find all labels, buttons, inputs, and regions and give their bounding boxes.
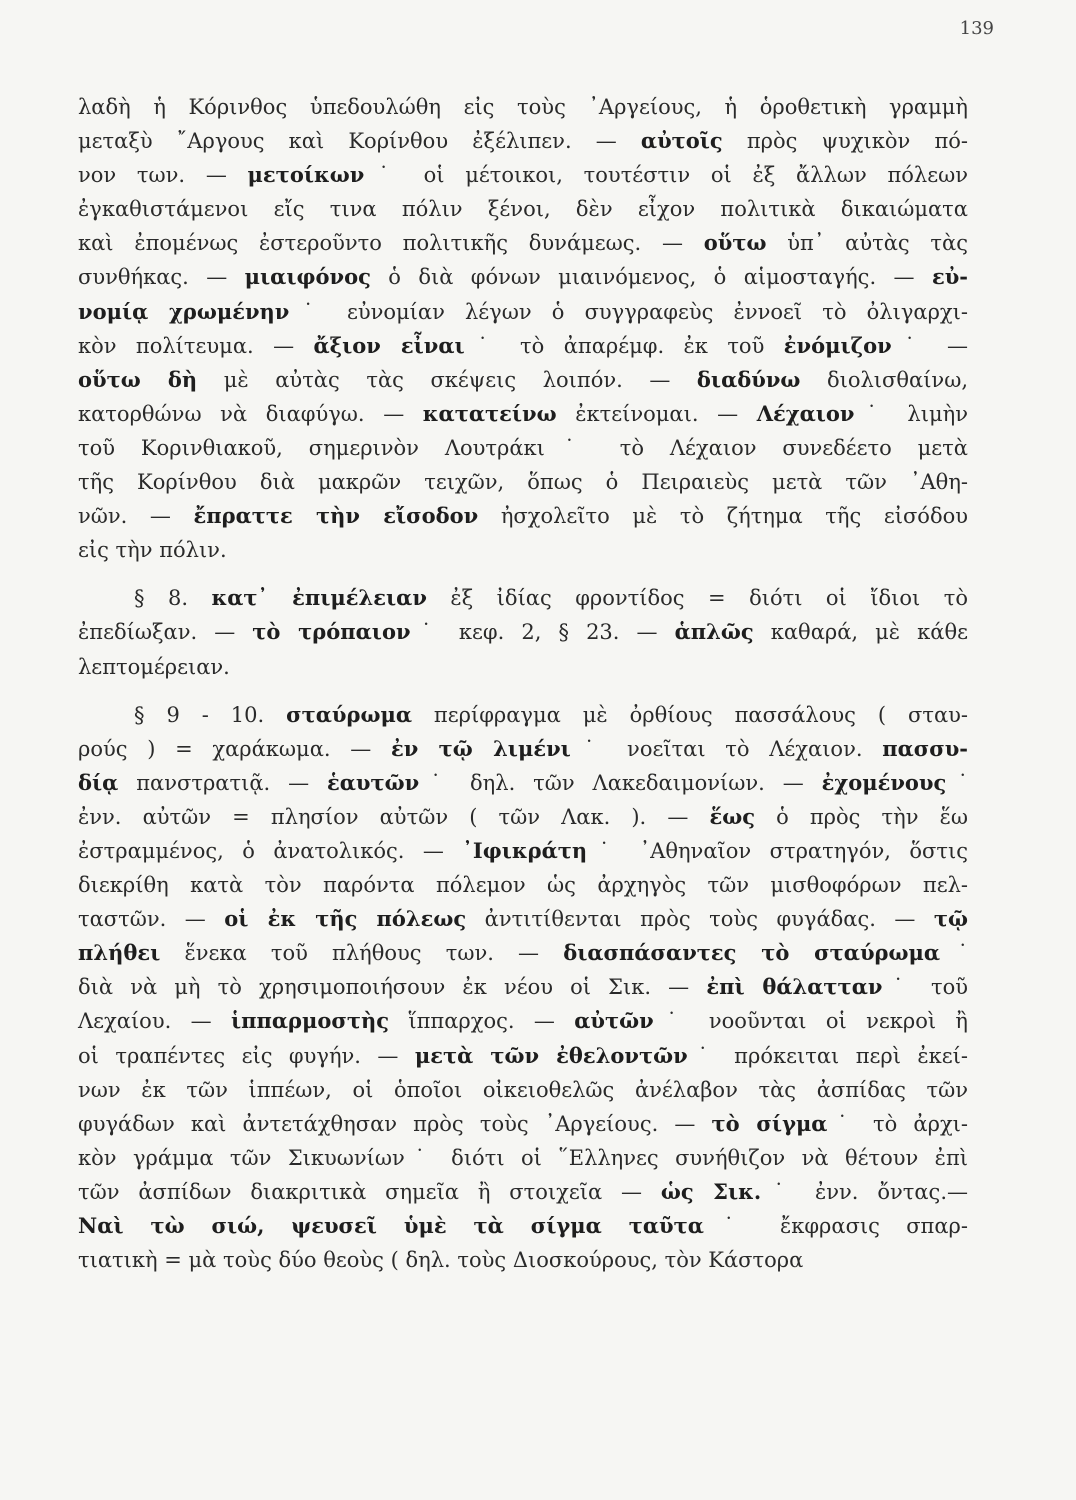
lemma-term: ἐν τῷ λιμένι xyxy=(390,735,571,761)
gloss-text: ἕνεκα τοῦ πλήθους των. — xyxy=(160,941,564,966)
gloss-text: ˙ xyxy=(940,941,968,966)
lemma-term: ἑαυτῶν xyxy=(326,769,420,795)
lemma-term: δίᾳ xyxy=(78,769,119,795)
lemma-term: μετοίκων xyxy=(247,162,365,188)
gloss-text: ˙ νοοῦνται οἱ νεκροὶ ἢ xyxy=(653,1009,968,1034)
text-line xyxy=(78,533,968,567)
gloss-text: ˙ πρόκειται περὶ ἐκεί- xyxy=(687,1043,968,1068)
lemma-term: μιαιφόνος xyxy=(244,264,371,290)
lemma-term: Λέχαιον xyxy=(756,400,855,426)
gloss-text: ˙ δηλ. τῶν Λακεδαιμονίων. — xyxy=(419,770,822,795)
text-line xyxy=(78,192,968,226)
gloss-text: ˙ εὐνομίαν λέγων ὁ συγγραφεὺς ἐννοεῖ τὸ ὀλιγαρχι- xyxy=(289,299,968,324)
gloss-text: ἐπεδίωξαν. — xyxy=(78,620,253,645)
lemma-term: ἁπλῶς xyxy=(674,619,754,645)
gloss-text: διὰ νὰ μὴ τὸ χρησιμοποιήσουν ἐκ νέου οἱ Σικ. — xyxy=(78,975,707,1000)
text-line xyxy=(78,868,968,902)
gloss-text: ἐστραμμένος, ὁ ἀνατολικός. — xyxy=(78,838,463,863)
gloss-text: μὲ αὐτὰς τὰς σκέψεις λοιπόν. — xyxy=(197,367,697,392)
gloss-text: τῶν ἀσπίδων διακριτικὰ σημεῖα ἢ στοιχεῖα — xyxy=(78,1179,661,1204)
lemma-term: διασπάσαντες τὸ σταύρωμα xyxy=(563,940,941,966)
gloss-text: συνθήκας. — xyxy=(78,265,245,290)
text-line xyxy=(78,1039,968,1073)
gloss-text: ˙ xyxy=(946,770,969,795)
gloss-text: ˙ ἔκφρασις σπαρ- xyxy=(703,1214,968,1238)
text-line xyxy=(78,295,968,329)
text-line xyxy=(78,936,968,970)
text-line xyxy=(78,1004,968,1038)
text-line xyxy=(78,581,968,615)
lemma-term: ἔπραττε τὴν εἴσοδον xyxy=(193,503,479,529)
lemma-term: ἄξιον εἶναι xyxy=(313,332,465,358)
gloss-text: τῆς Κορίνθου διὰ μακρῶν τειχῶν, ὅπως ὁ Πειραιεὺς μετὰ τῶν ᾽Αθη- xyxy=(78,470,968,495)
gloss-text: λεπτομέρειαν. xyxy=(78,654,230,679)
gloss-text: κατορθώνω νὰ διαφύγω. — xyxy=(78,401,423,426)
gloss-text: ἵππαρχος. — xyxy=(389,1009,575,1034)
text-line xyxy=(78,499,968,533)
gloss-text: ἐξ ἰδίας φροντίδος = διότι οἱ ἴδιοι τὸ xyxy=(426,586,968,611)
text-line xyxy=(78,732,968,766)
gloss-text: ˙ — xyxy=(891,333,969,358)
gloss-text: εἰς τὴν πόλιν. xyxy=(78,538,227,563)
gloss-text: καθαρά, μὲ κάθε xyxy=(753,620,968,645)
text-line xyxy=(78,465,968,499)
gloss-text: κὸν πολίτευμα. — xyxy=(78,333,314,358)
text-line xyxy=(78,650,968,684)
paragraph xyxy=(78,90,968,567)
gloss-text: ˙ τοῦ xyxy=(882,975,968,1000)
paragraph xyxy=(78,581,968,683)
gloss-text: νων ἐκ τῶν ἱππέων, οἱ ὁποῖοι οἰκειοθελῶς ἀνέλαβον τὰς ἀσπίδας τῶν xyxy=(78,1077,968,1102)
lemma-term: ἕως xyxy=(709,803,756,829)
paragraph-gap xyxy=(78,684,968,698)
gloss-text: οἱ τραπέντες εἰς φυγήν. — xyxy=(78,1043,415,1068)
text-line xyxy=(78,260,968,294)
gloss-text: πανστρατιᾷ. — xyxy=(118,770,327,795)
gloss-text: διεκρίθη κατὰ τὸν παρόντα πόλεμον ὡς ἀρχηγὸς τῶν μισθοφόρων πελ- xyxy=(78,873,968,898)
text-line xyxy=(78,124,968,158)
paragraph-gap xyxy=(78,567,968,581)
lemma-term: αὐτῶν xyxy=(574,1008,654,1034)
gloss-text: νον των. — xyxy=(78,163,248,188)
lemma-term: ἐχομένους xyxy=(821,769,947,795)
paragraph xyxy=(78,698,968,1278)
gloss-text: πρὸς ψυχικὸν πό- xyxy=(722,129,968,154)
gloss-text: κὸν γράμμα τῶν Σικυωνίων˙ διότι οἱ ῞Ελληνες συνήθιζον νὰ θέτουν ἐπὶ xyxy=(78,1145,968,1170)
text-line xyxy=(78,226,968,260)
page-number: 139 xyxy=(959,18,994,39)
lemma-term: ὡς Σικ. xyxy=(660,1178,762,1204)
text-line xyxy=(78,698,968,732)
gloss-text: ˙ τὸ ἀπαρέμφ. ἐκ τοῦ xyxy=(464,333,784,358)
gloss-text: ἀντιτίθενται πρὸς τοὺς φυγάδας. — xyxy=(466,907,934,932)
lemma-term: σταύρωμα xyxy=(286,701,412,727)
text-line xyxy=(78,970,968,1004)
text-line xyxy=(78,158,968,192)
gloss-text: ˙ κεφ. 2, § 23. — xyxy=(410,620,675,645)
gloss-text: μεταξὺ ῎Αργους καὶ Κορίνθου ἐξέλιπεν. — xyxy=(78,129,641,154)
text-line xyxy=(78,1073,968,1107)
lemma-term: ἱππαρμοστὴς xyxy=(230,1008,390,1034)
text-line xyxy=(78,800,968,834)
lemma-term: Ναὶ τὼ σιώ, ψευσεῖ ὑμὲ τὰ σίγμα ταῦτα xyxy=(78,1213,704,1238)
gloss-text: Λεχαίου. — xyxy=(78,1009,231,1034)
lemma-term: εὐ- xyxy=(931,264,968,290)
text-line xyxy=(78,90,968,124)
lemma-term: οὕτω δὴ xyxy=(78,366,198,392)
lemma-term: αὐτοῖς xyxy=(640,128,723,154)
gloss-text: τιατικὴ = μὰ τοὺς δύο θεοὺς ( δηλ. τοὺς Διοσκούρους, τὸν Κάστορα xyxy=(78,1248,804,1273)
lemma-term: νομίᾳ χρωμένην xyxy=(78,298,290,324)
lemma-term: οἱ ἐκ τῆς πόλεως xyxy=(224,906,467,932)
gloss-text: ˙ ἐνν. ὄντας.— xyxy=(761,1179,968,1204)
lemma-term: οὕτω xyxy=(703,230,767,256)
gloss-text: ὑπ᾽ αὐτὰς τὰς xyxy=(766,231,968,256)
commentary-text xyxy=(78,90,968,1277)
text-line xyxy=(78,766,968,800)
gloss-text: ὁ διὰ φόνων μιαινόμενος, ὁ αἱμοσταγής. — xyxy=(370,265,932,290)
text-line xyxy=(78,1209,968,1243)
gloss-text: περίφραγμα μὲ ὀρθίους πασσάλους ( σταυ- xyxy=(411,702,968,727)
text-line xyxy=(78,397,968,431)
text-line xyxy=(78,1141,968,1175)
gloss-text: ταστῶν. — xyxy=(78,907,225,932)
gloss-text: ἐκτείνομαι. — xyxy=(556,401,757,426)
gloss-text: ὁ πρὸς τὴν ἕω xyxy=(755,804,968,829)
lemma-term: τὸ τρόπαιον xyxy=(252,619,411,645)
lemma-term: πλήθει xyxy=(78,940,161,966)
text-line xyxy=(78,363,968,397)
gloss-text: φυγάδων καὶ ἀντετάχθησαν πρὸς τοὺς ᾽Αργείους. — xyxy=(78,1111,712,1136)
lemma-term: τῷ xyxy=(933,906,969,932)
gloss-text: ˙ ᾽Αθηναῖον στρατηγόν, ὅστις xyxy=(587,838,968,863)
gloss-text: ρούς ) = χαράκωμα. — xyxy=(78,736,391,761)
text-line xyxy=(78,1243,968,1277)
text-line xyxy=(78,615,968,649)
lemma-term: ἐπὶ θάλατταν xyxy=(706,974,883,1000)
lemma-term: κατ᾽ ἐπιμέλειαν xyxy=(211,585,427,611)
lemma-term: πασσυ- xyxy=(882,735,968,761)
text-line xyxy=(78,902,968,936)
gloss-text: λαδὴ ἡ Κόρινθος ὑπεδουλώθη εἰς τοὺς ᾽Αργείους, ἡ ὁροθετικὴ γραμμὴ xyxy=(78,95,968,119)
text-line xyxy=(78,1107,968,1141)
lemma-term: ᾽Ιφικράτη xyxy=(462,837,588,863)
lemma-term: τὸ σίγμα xyxy=(711,1110,828,1136)
gloss-text: § 9 - 10. xyxy=(134,702,287,727)
gloss-text: ἠσχολεῖτο μὲ τὸ ζήτημα τῆς εἰσόδου xyxy=(478,504,969,529)
text-line xyxy=(78,834,968,868)
gloss-text: ˙ οἱ μέτοικοι, τουτέστιν οἱ ἐξ ἄλλων πόλεων xyxy=(364,163,968,188)
gloss-text: διολισθαίνω, xyxy=(800,367,968,392)
text-line xyxy=(78,431,968,465)
gloss-text: ˙ λιμὴν xyxy=(854,401,968,426)
gloss-text: ἐγκαθιστάμενοι εἴς τινα πόλιν ξένοι, δὲν εἶχον πολιτικὰ δικαιώματα xyxy=(78,197,968,222)
gloss-text: ˙ νοεῖται τὸ Λέχαιον. xyxy=(570,736,883,761)
gloss-text: ἐνν. αὐτῶν = πλησίον αὐτῶν ( τῶν Λακ. ). — xyxy=(78,804,710,829)
gloss-text: νῶν. — xyxy=(78,504,194,529)
gloss-text: τοῦ Κορινθιακοῦ, σημερινὸν Λουτράκι˙ τὸ Λέχαιον συνεδέετο μετὰ xyxy=(78,435,968,460)
lemma-term: κατατείνω xyxy=(422,400,557,426)
gloss-text: ˙ τὸ ἀρχι- xyxy=(827,1111,968,1136)
lemma-term: ἐνόμιζον xyxy=(783,332,892,358)
lemma-term: μετὰ τῶν ἐθελοντῶν xyxy=(414,1042,688,1068)
gloss-text: καὶ ἐπομένως ἐστεροῦντο πολιτικῆς δυνάμεως. — xyxy=(78,231,704,256)
gloss-text: § 8. xyxy=(134,586,212,611)
text-line xyxy=(78,329,968,363)
text-line xyxy=(78,1175,968,1209)
lemma-term: διαδύνω xyxy=(696,366,801,392)
